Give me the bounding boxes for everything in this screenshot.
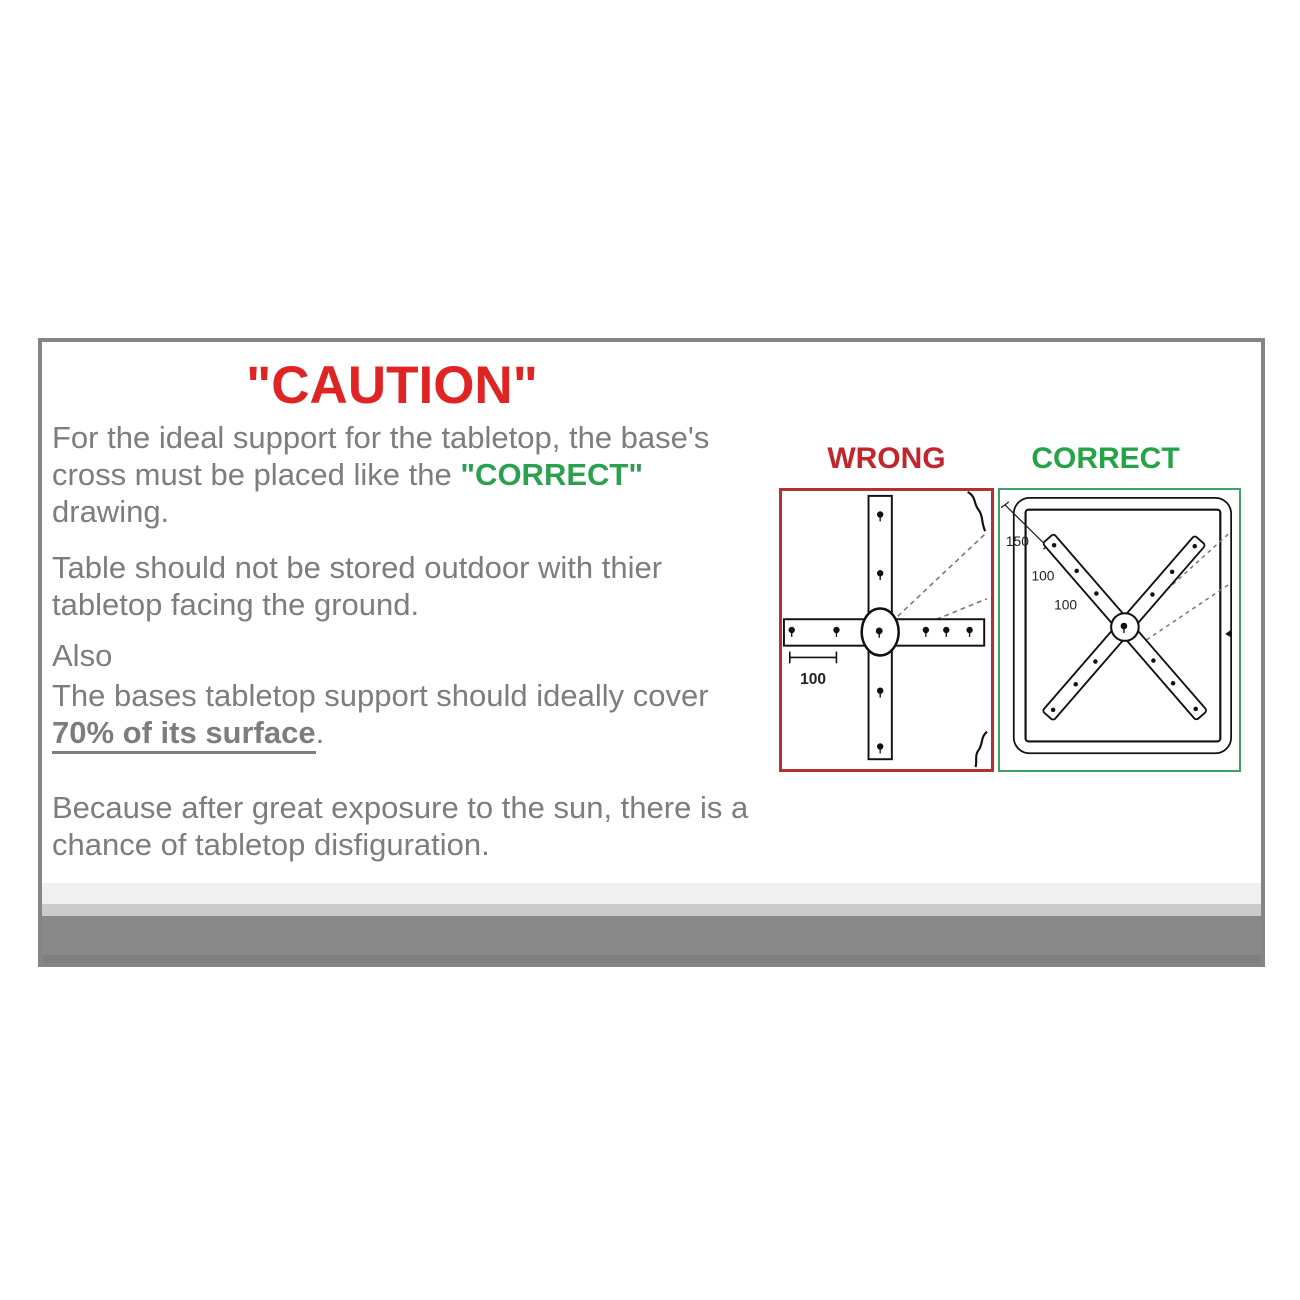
- dashed-diagonal-line: [898, 532, 987, 616]
- paragraph-line: Also: [52, 638, 113, 673]
- paragraph-line: chance of tabletop disfiguration.: [52, 827, 490, 862]
- footer-strip-light: [42, 883, 1261, 904]
- paragraph-storage-warning: [52, 549, 662, 623]
- paragraph-line: Because after great exposure to the sun, there is a: [52, 790, 749, 825]
- inline-correct-highlight: "CORRECT": [460, 457, 644, 492]
- wrong-diagram-figure: [779, 488, 994, 772]
- caution-sheet-frame: [38, 338, 1265, 967]
- surface-70-percent-emphasis: 70% of its surface: [52, 715, 316, 754]
- paragraph-line: The bases tabletop support should ideally cover: [52, 678, 709, 713]
- dimension-100-label: 100: [1054, 597, 1078, 613]
- paragraph-line: [52, 714, 709, 751]
- paragraph-line: drawing.: [52, 494, 170, 529]
- correct-figure-label: CORRECT: [1031, 442, 1180, 475]
- paragraph-line: tabletop facing the ground.: [52, 587, 420, 622]
- dimension-100-label: 100: [800, 670, 827, 688]
- paragraph-also: [52, 637, 112, 674]
- correct-diagram-figure: [998, 488, 1241, 772]
- wrong-figure-label: WRONG: [827, 442, 946, 475]
- dimension-150-label: 150: [1005, 534, 1029, 550]
- footer-strip-medium: [42, 904, 1261, 916]
- footer-bar-dark: [42, 916, 1261, 955]
- paragraph-line: [52, 456, 709, 493]
- paragraph-line: Table should not be stored outdoor with thier: [52, 550, 663, 585]
- paragraph-line-suffix: .: [315, 715, 325, 750]
- paragraph-ideal-support: [52, 419, 709, 530]
- paragraph-line-prefix: cross must be placed like the: [52, 457, 461, 492]
- corner-break-mark: [968, 492, 985, 531]
- footer-strip-bottom: [42, 955, 1261, 963]
- dimension-100-label: 100: [1031, 568, 1055, 584]
- paragraph-line: For the ideal support for the tabletop, the base's: [52, 420, 710, 455]
- paragraph-sun-exposure: [52, 789, 748, 863]
- caution-title: "CAUTION": [246, 356, 538, 415]
- paragraph-surface-coverage: [52, 677, 709, 751]
- dimension-100: [790, 652, 837, 664]
- corner-break-mark: [975, 732, 987, 767]
